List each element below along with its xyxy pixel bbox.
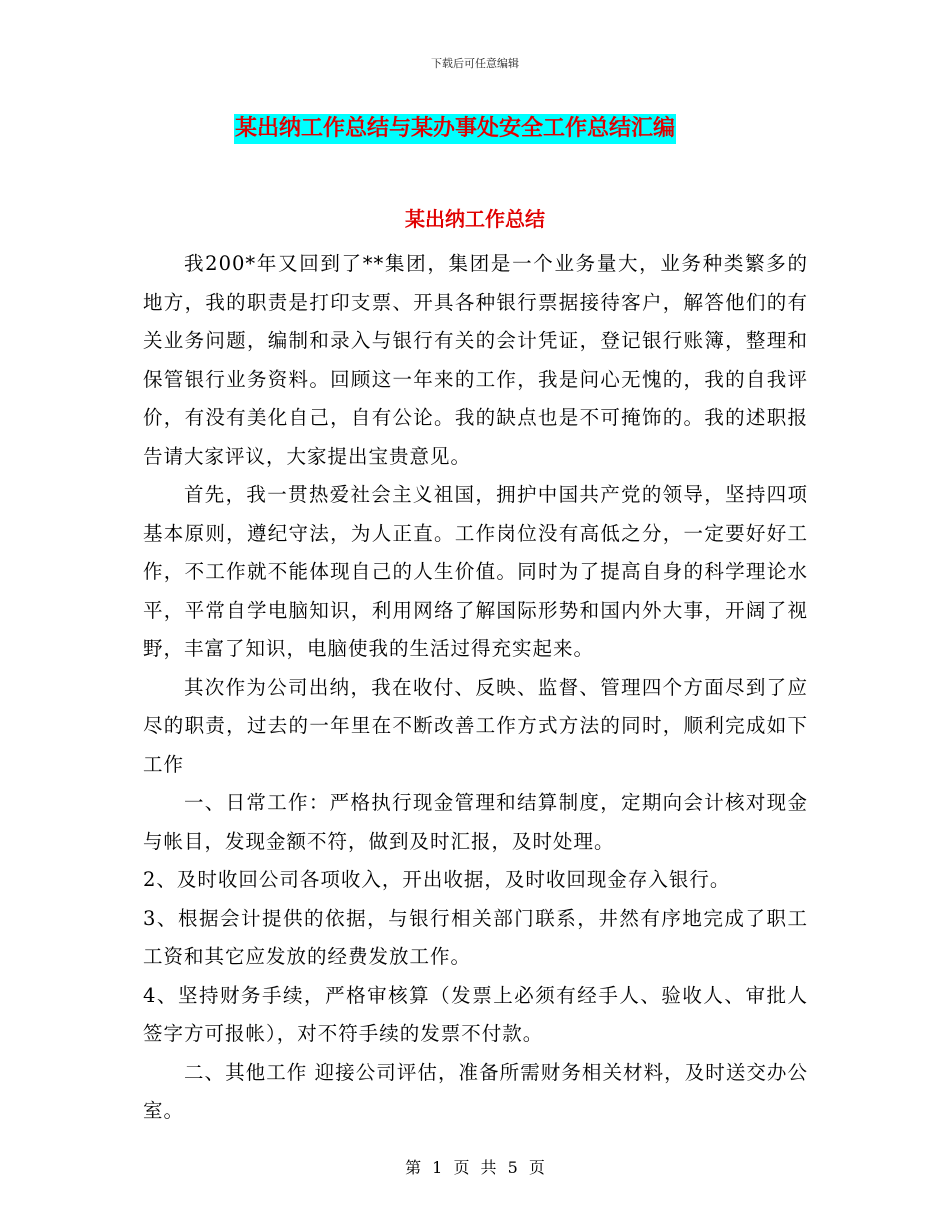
header-note: 下载后可任意编辑 — [431, 57, 519, 70]
paragraph: 其次作为公司出纳，我在收付、反映、监督、管理四个方面尽到了应尽的职责，过去的一年里在不断改善工作方式方法的同时，顺利完成如下工作 — [143, 675, 808, 776]
paragraph: 一、日常工作：严格执行现金管理和结算制度，定期向会计核对现金与帐目，发现金额不符，做到及时汇报，及时处理。 — [143, 791, 808, 853]
page-footer: 第 1 页 共 5 页 — [405, 1158, 545, 1177]
paragraph: 我200*年又回到了**集团，集团是一个业务量大，业务种类繁多的地方，我的职责是打印支票、开具各种银行票据接待客户，解答他们的有关业务问题，编制和录入与银行有关的会计凭证，登记银行账簿，整理和保管银行业务资料。回顾这一年来的工作，我是问心无愧的，我的自我评价，有没有美化自己，自有公论。我的缺点也是不可掩饰的。我的述职报告请大家评议，大家提出宝贵意见。 — [143, 252, 808, 468]
paragraph: 2、及时收回公司各项收入，开出收据，及时收回现金存入银行。 — [143, 868, 731, 891]
section-title: 某出纳工作总结 — [405, 207, 545, 231]
paragraph: 3、根据会计提供的依据，与银行相关部门联系，井然有序地完成了职工工资和其它应发放的经费发放工作。 — [143, 906, 808, 968]
paragraph: 二、其他工作 迎接公司评估，准备所需财务相关材料，及时送交办公室。 — [143, 1060, 808, 1122]
paragraph: 4、坚持财务手续，严格审核算（发票上必须有经手人、验收人、审批人签字方可报帐），对不符手续的发票不付款。 — [143, 983, 808, 1045]
body-text — [143, 245, 808, 1131]
paragraph: 首先，我一贯热爱社会主义祖国，拥护中国共产党的领导，坚持四项基本原则，遵纪守法，为人正直。工作岗位没有高低之分，一定要好好工作，不工作就不能体现自己的人生价值。同时为了提高自身的科学理论水平，平常自学电脑知识，利用网络了解国际形势和国内外大事，开阔了视野，丰富了知识，电脑使我的生活过得充实起来。 — [143, 483, 808, 660]
document-title: 某出纳工作总结与某办事处安全工作总结汇编 — [234, 114, 676, 144]
